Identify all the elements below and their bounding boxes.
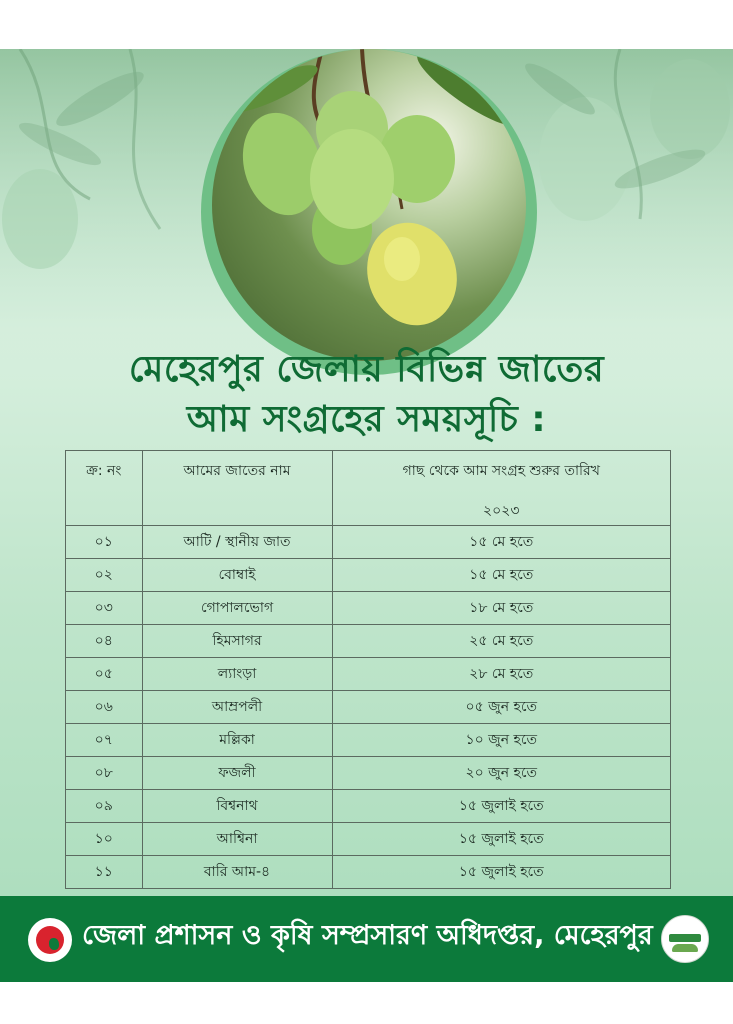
row-date: ২০ জুন হতে xyxy=(332,757,670,790)
row-variety: বিশ্বনাথ xyxy=(142,790,332,823)
row-variety: আশ্বিনা xyxy=(142,823,332,856)
logo-hill xyxy=(672,944,698,952)
table-row xyxy=(66,625,671,658)
row-serial: ০৪ xyxy=(66,625,143,658)
header-serial: ক্র: নং xyxy=(66,451,143,526)
row-date: ১৫ জুলাই হতে xyxy=(332,823,670,856)
table-row xyxy=(66,790,671,823)
header-date-label: গাছ থেকে আম সংগ্রহ শুরুর তারিখ xyxy=(402,463,600,479)
row-variety: মল্লিকা xyxy=(142,724,332,757)
header-variety: আমের জাতের নাম xyxy=(142,451,332,526)
table-row xyxy=(66,724,671,757)
title-line-2: আম সংগ্রহের সময়সূচি : xyxy=(186,399,547,440)
table-row xyxy=(66,559,671,592)
seal-red-disc xyxy=(36,926,64,954)
row-variety: হিমসাগর xyxy=(142,625,332,658)
government-seal-icon xyxy=(28,918,72,962)
seal-map-shape xyxy=(49,938,59,950)
row-date: ১৫ মে হতে xyxy=(332,526,670,559)
poster-background xyxy=(0,49,733,981)
row-date: ১৫ জুলাই হতে xyxy=(332,790,670,823)
row-serial: ০২ xyxy=(66,559,143,592)
row-serial: ০৩ xyxy=(66,592,143,625)
row-variety: আটি / স্থানীয় জাত xyxy=(142,526,332,559)
header-year: ২০২৩ xyxy=(483,503,520,519)
row-serial: ১১ xyxy=(66,856,143,889)
row-serial: ০৭ xyxy=(66,724,143,757)
row-serial: ০৬ xyxy=(66,691,143,724)
table-row xyxy=(66,658,671,691)
table-row xyxy=(66,526,671,559)
row-date: ২৫ মে হতে xyxy=(332,625,670,658)
row-date: ০৫ জুন হতে xyxy=(332,691,670,724)
row-date: ১৫ জুলাই হতে xyxy=(332,856,670,889)
row-serial: ০৫ xyxy=(66,658,143,691)
row-variety: ল্যাংড়া xyxy=(142,658,332,691)
mango-harvest-schedule-table xyxy=(65,450,671,889)
title-line-1: মেহেরপুর জেলায় বিভিন্ন জাতের xyxy=(128,349,605,390)
mango-cluster-illustration xyxy=(212,49,526,361)
row-date: ১০ জুন হতে xyxy=(332,724,670,757)
row-serial: ০৮ xyxy=(66,757,143,790)
table-row xyxy=(66,856,671,889)
row-serial: ০১ xyxy=(66,526,143,559)
row-variety: বারি আম-৪ xyxy=(142,856,332,889)
row-variety: আম্রপলী xyxy=(142,691,332,724)
row-date: ২৮ মে হতে xyxy=(332,658,670,691)
district-logo-icon xyxy=(661,915,709,963)
table-header-row xyxy=(66,451,671,526)
row-date: ১৮ মে হতে xyxy=(332,592,670,625)
table-row xyxy=(66,757,671,790)
header-date xyxy=(332,451,670,526)
footer-organization-text: জেলা প্রশাসন ও কৃষি সম্প্রসারণ অধিদপ্তর, মেহেরপুর xyxy=(82,920,653,951)
logo-bar xyxy=(669,934,701,942)
mango-photo xyxy=(212,49,526,361)
table-row xyxy=(66,691,671,724)
table-row xyxy=(66,592,671,625)
row-variety: বোম্বাই xyxy=(142,559,332,592)
row-variety: ফজলী xyxy=(142,757,332,790)
row-serial: ১০ xyxy=(66,823,143,856)
row-date: ১৫ মে হতে xyxy=(332,559,670,592)
footer-banner xyxy=(0,896,733,982)
row-serial: ০৯ xyxy=(66,790,143,823)
table-row xyxy=(66,823,671,856)
row-variety: গোপালভোগ xyxy=(142,592,332,625)
